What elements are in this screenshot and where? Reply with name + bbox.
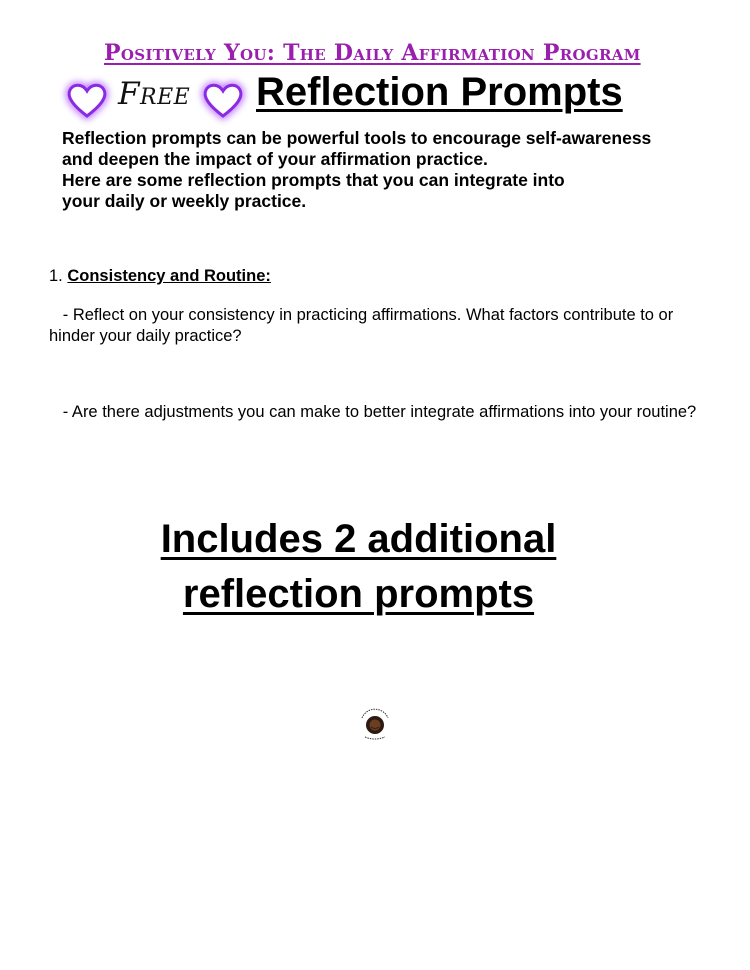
- free-label: Free: [118, 76, 191, 112]
- brand-logo-icon: [357, 706, 393, 742]
- intro-line: your daily or weekly practice.: [62, 191, 307, 211]
- callout-line: reflection prompts: [182, 572, 535, 616]
- program-title: Positively You: The Daily Affirmation Program: [104, 40, 641, 66]
- intro-paragraph: [62, 128, 722, 212]
- intro-line: and deepen the impact of your affirmation practice.: [62, 149, 488, 169]
- section-heading: [49, 267, 271, 286]
- reflection-prompt: - Reflect on your consistency in practicing affirmations. What factors contribute to or hinder your daily practice?: [49, 306, 678, 345]
- reflection-prompt: - Are there adjustments you can make to better integrate affirmations into your routine?: [49, 403, 697, 421]
- heart-icon: [201, 80, 245, 120]
- section-number: 1.: [49, 267, 63, 285]
- intro-line: Here are some reflection prompts that you can integrate into: [62, 170, 565, 190]
- page-title: Reflection Prompts: [256, 70, 623, 114]
- heart-icon: [65, 80, 109, 120]
- section-title: Consistency and Routine:: [67, 267, 271, 285]
- intro-line: Reflection prompts can be powerful tools to encourage self-awareness: [62, 128, 652, 148]
- additional-prompts-callout: [0, 512, 717, 622]
- callout-line: Includes 2 additional: [160, 517, 557, 561]
